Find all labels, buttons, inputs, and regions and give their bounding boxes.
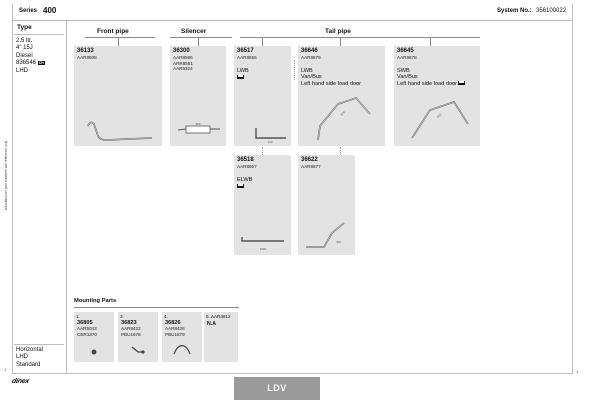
series-value: 400 bbox=[43, 6, 57, 15]
part-card[interactable] bbox=[74, 46, 162, 146]
sidebar-divider bbox=[66, 20, 67, 374]
part-note: ELWB bbox=[237, 177, 253, 183]
section-tail-pipe: Tail pipe bbox=[325, 28, 351, 35]
part-number: 36300 bbox=[173, 48, 190, 54]
type-title: Type bbox=[17, 24, 32, 31]
part-number: 36646 bbox=[301, 48, 318, 54]
svg-text:400: 400 bbox=[336, 240, 342, 244]
part-card[interactable] bbox=[394, 46, 480, 146]
tailpipe-short-drawing-icon bbox=[252, 124, 288, 144]
type-line: Diesel bbox=[16, 52, 33, 59]
mount-index: 4. bbox=[164, 314, 168, 319]
left-border bbox=[12, 4, 13, 374]
system-label: System No.: bbox=[497, 8, 532, 14]
mount-number: 36805 bbox=[77, 320, 93, 326]
vertical-note-wrap bbox=[4, 60, 10, 210]
page-mark: 1 bbox=[4, 367, 7, 372]
mounting-card[interactable] bbox=[204, 312, 238, 362]
svg-text:870: 870 bbox=[339, 110, 346, 117]
install-line: Horizontal bbox=[16, 347, 44, 353]
svg-text:610: 610 bbox=[436, 112, 443, 119]
right-mark: 1 bbox=[576, 369, 579, 374]
install-line: Standard bbox=[16, 361, 41, 368]
silencer-drawing-icon bbox=[176, 118, 222, 142]
part-ref: AAR8677 bbox=[301, 164, 321, 169]
mounting-card[interactable] bbox=[118, 312, 158, 362]
part-ref: AAR8679 bbox=[301, 55, 321, 60]
bottom-sidebar-divider bbox=[14, 344, 64, 345]
part-card[interactable] bbox=[234, 155, 291, 255]
part-ref: AAR8508 bbox=[77, 55, 97, 60]
part-notes: SWB Van/Bus Left hand side load door bbox=[397, 68, 458, 87]
mount-refs: AAR8422 PBU1678 bbox=[121, 326, 141, 337]
installation-details bbox=[16, 347, 43, 369]
part-card[interactable] bbox=[298, 46, 385, 146]
part-number: 36645 bbox=[397, 48, 414, 54]
mounting-card[interactable] bbox=[162, 312, 202, 362]
vehicle-icon: ▀▀ bbox=[459, 81, 465, 85]
tailpipe-swb-drawing-icon bbox=[404, 94, 476, 142]
part-ref: AAR8657 bbox=[237, 164, 257, 169]
vertical-note: Manufacturer part numbers are reference only bbox=[4, 140, 8, 210]
mount-na: N.A bbox=[207, 321, 216, 327]
part-ref: AAR8678 bbox=[397, 55, 417, 60]
tail-pipe-rule bbox=[240, 37, 480, 38]
svg-text:140: 140 bbox=[267, 140, 273, 144]
front-pipe-rule bbox=[85, 37, 155, 38]
front-pipe-connector bbox=[118, 37, 119, 46]
hanger-icon bbox=[130, 344, 146, 356]
separator bbox=[340, 147, 341, 155]
tail-connector-2 bbox=[340, 37, 341, 46]
mount-refs: AAR5043 CER1370 bbox=[77, 326, 97, 337]
part-number: 36518 bbox=[237, 157, 254, 163]
type-line: 4" 15J bbox=[16, 45, 33, 52]
type-line: LHD bbox=[16, 67, 29, 74]
tail-connector-3 bbox=[430, 37, 431, 46]
tail-connector-1 bbox=[262, 37, 263, 46]
install-line: LHD bbox=[16, 354, 29, 361]
tailpipe-elwb-drawing-icon bbox=[238, 231, 288, 253]
mounting-title: Mounting Parts bbox=[74, 298, 117, 304]
separator bbox=[294, 60, 295, 80]
mounting-rule bbox=[74, 307, 239, 308]
mount-index: 1. bbox=[76, 314, 80, 319]
brand-tab bbox=[234, 377, 320, 400]
header-divider bbox=[12, 20, 573, 21]
part-number: 36517 bbox=[237, 48, 254, 54]
mounting-card[interactable] bbox=[74, 312, 114, 362]
separator bbox=[262, 147, 263, 155]
series-label: Series bbox=[19, 8, 38, 14]
type-line: 2.5 ltr. bbox=[16, 38, 33, 44]
footer-divider bbox=[12, 373, 573, 374]
brand-label: LDV bbox=[267, 383, 287, 393]
part-ref: AAR8656 bbox=[237, 55, 257, 60]
type-line: 836546 CH bbox=[16, 60, 44, 67]
clamp-icon bbox=[90, 348, 98, 356]
part-card[interactable] bbox=[234, 46, 291, 146]
vehicle-icon: ▀▀ bbox=[238, 184, 244, 188]
part-refs: AAR8586 ARR8551 AAR5324 bbox=[173, 55, 193, 72]
silencer-rule bbox=[170, 37, 232, 38]
tailpipe-lwb-drawing-icon bbox=[312, 92, 382, 144]
engine-badge-icon: CH bbox=[38, 61, 44, 66]
mount-number: 36826 bbox=[165, 320, 181, 326]
bracket-icon bbox=[172, 342, 192, 358]
svg-text:1060: 1060 bbox=[259, 247, 267, 251]
mount-index: 3. bbox=[120, 314, 124, 319]
part-note: LWB bbox=[237, 68, 249, 74]
type-divider bbox=[14, 34, 64, 35]
part-notes: LWB Van/Bus Left hand side load door bbox=[301, 68, 362, 87]
part-card[interactable] bbox=[170, 46, 226, 146]
type-details bbox=[16, 38, 45, 75]
mount-number: 36823 bbox=[121, 320, 137, 326]
tailpipe-bent-drawing-icon bbox=[302, 211, 352, 253]
section-front-pipe: Front pipe bbox=[97, 28, 129, 35]
dim-label: 480 bbox=[195, 122, 201, 126]
silencer-connector bbox=[198, 37, 199, 46]
dinex-logo: dinex bbox=[11, 378, 30, 385]
mount-refs: AAR8426 PBU1879 bbox=[165, 326, 185, 337]
system-value: 356100022 bbox=[536, 8, 567, 14]
mount-index-number: 5. AAR4812 bbox=[206, 314, 231, 319]
front-pipe-drawing-icon bbox=[84, 116, 156, 144]
part-number: 36133 bbox=[77, 48, 94, 54]
part-card[interactable] bbox=[298, 155, 355, 255]
right-border bbox=[572, 4, 573, 374]
part-number: 36622 bbox=[301, 157, 318, 163]
section-silencer: Silencer bbox=[181, 28, 207, 35]
vehicle-icon: ▀▀ bbox=[238, 75, 244, 79]
